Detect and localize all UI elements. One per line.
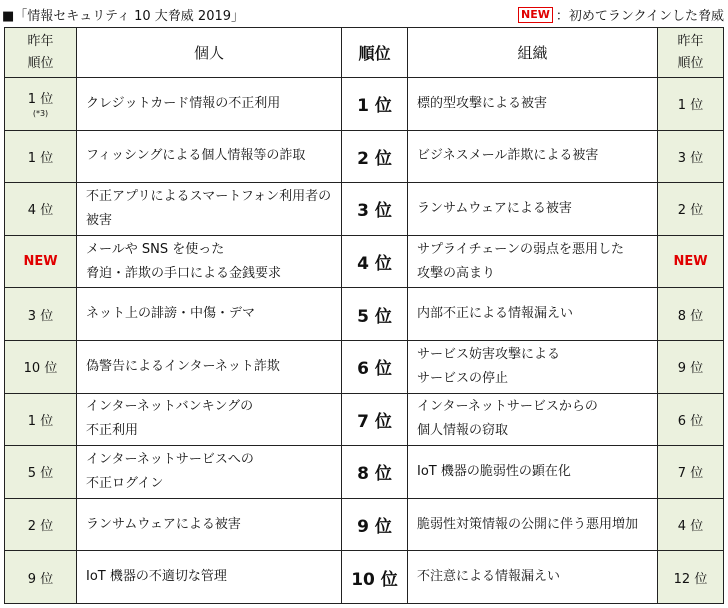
table-row — [5, 130, 724, 183]
legend — [518, 5, 724, 24]
prev-rank-organization: NEW — [658, 235, 724, 288]
prev-rank-individual: 4 位 — [5, 183, 77, 236]
threat-organization: 標的型攻撃による被害 — [408, 78, 658, 131]
threat-individual: ランサムウェアによる被害 — [77, 498, 342, 551]
table-row — [5, 78, 724, 131]
threat-individual: 偽警告によるインターネット詐欺 — [77, 340, 342, 393]
new-badge: NEW — [518, 7, 553, 23]
rank-order: 3 位 — [342, 183, 408, 236]
threat-organization: ランサムウェアによる被害 — [408, 183, 658, 236]
prev-rank-organization: 3 位 — [658, 130, 724, 183]
footnote-mark: (*3) — [32, 109, 49, 119]
threat-individual: メールや SNS を使った 脅迫・詐欺の手口による金銭要求 — [77, 235, 342, 288]
threat-organization: サービス妨害攻撃による サービスの停止 — [408, 340, 658, 393]
threat-organization: IoT 機器の脆弱性の顕在化 — [408, 446, 658, 499]
threat-organization: ビジネスメール詐欺による被害 — [408, 130, 658, 183]
rank-order: 4 位 — [342, 235, 408, 288]
prev-rank-individual: 10 位 — [5, 340, 77, 393]
prev-rank-organization: 2 位 — [658, 183, 724, 236]
header-row — [5, 28, 724, 78]
table-row — [5, 498, 724, 551]
threat-individual: フィッシングによる個人情報等の詐取 — [77, 130, 342, 183]
prev-rank-organization: 4 位 — [658, 498, 724, 551]
table-row — [5, 393, 724, 446]
threat-organization: 内部不正による情報漏えい — [408, 288, 658, 341]
header-prev-rank-organization: 昨年 順位 — [658, 28, 724, 78]
table-row — [5, 235, 724, 288]
rank-order: 9 位 — [342, 498, 408, 551]
rank-order: 7 位 — [342, 393, 408, 446]
prev-rank-organization: 1 位 — [658, 78, 724, 131]
prev-rank-organization: 8 位 — [658, 288, 724, 341]
header-prev-rank-individual: 昨年 順位 — [5, 28, 77, 78]
rank-order: 2 位 — [342, 130, 408, 183]
prev-rank-individual: 1 位 — [5, 393, 77, 446]
header-organization: 組織 — [408, 28, 658, 78]
prev-rank-organization: 9 位 — [658, 340, 724, 393]
table-row — [5, 340, 724, 393]
threat-individual: ネット上の誹謗・中傷・デマ — [77, 288, 342, 341]
table-row — [5, 288, 724, 341]
prev-rank-individual: NEW — [5, 235, 77, 288]
table-row — [5, 446, 724, 499]
threat-individual: IoT 機器の不適切な管理 — [77, 551, 342, 604]
table-row — [5, 551, 724, 604]
header-order: 順位 — [342, 28, 408, 78]
prev-rank-individual: 3 位 — [5, 288, 77, 341]
prev-rank-individual: 2 位 — [5, 498, 77, 551]
title-bar — [2, 3, 724, 25]
prev-rank-organization: 6 位 — [658, 393, 724, 446]
threat-organization: 不注意による情報漏えい — [408, 551, 658, 604]
rank-order: 8 位 — [342, 446, 408, 499]
page-title: ■「情報セキュリティ 10 大脅威 2019」 — [2, 9, 245, 24]
prev-rank-individual: 1 位 (*3) — [5, 78, 77, 131]
rank-order: 5 位 — [342, 288, 408, 341]
threat-individual: インターネットバンキングの 不正利用 — [77, 393, 342, 446]
prev-rank-individual: 5 位 — [5, 446, 77, 499]
threat-organization: インターネットサービスからの 個人情報の窃取 — [408, 393, 658, 446]
threat-ranking-table — [4, 27, 724, 604]
table-row — [5, 183, 724, 236]
threat-individual: インターネットサービスへの 不正ログイン — [77, 446, 342, 499]
rank-order: 10 位 — [342, 551, 408, 604]
threat-individual: 不正アプリによるスマートフォン利用者の被害 — [77, 183, 342, 236]
threat-organization: 脆弱性対策情報の公開に伴う悪用増加 — [408, 498, 658, 551]
header-individual: 個人 — [77, 28, 342, 78]
prev-rank-organization: 12 位 — [658, 551, 724, 604]
prev-rank-individual: 9 位 — [5, 551, 77, 604]
legend-text: ：初めてランクインした脅威 — [555, 9, 724, 24]
prev-rank-individual: 1 位 — [5, 130, 77, 183]
rank-order: 6 位 — [342, 340, 408, 393]
prev-rank-organization: 7 位 — [658, 446, 724, 499]
threat-organization: サプライチェーンの弱点を悪用した 攻撃の高まり — [408, 235, 658, 288]
threat-individual: クレジットカード情報の不正利用 — [77, 78, 342, 131]
rank-order: 1 位 — [342, 78, 408, 131]
